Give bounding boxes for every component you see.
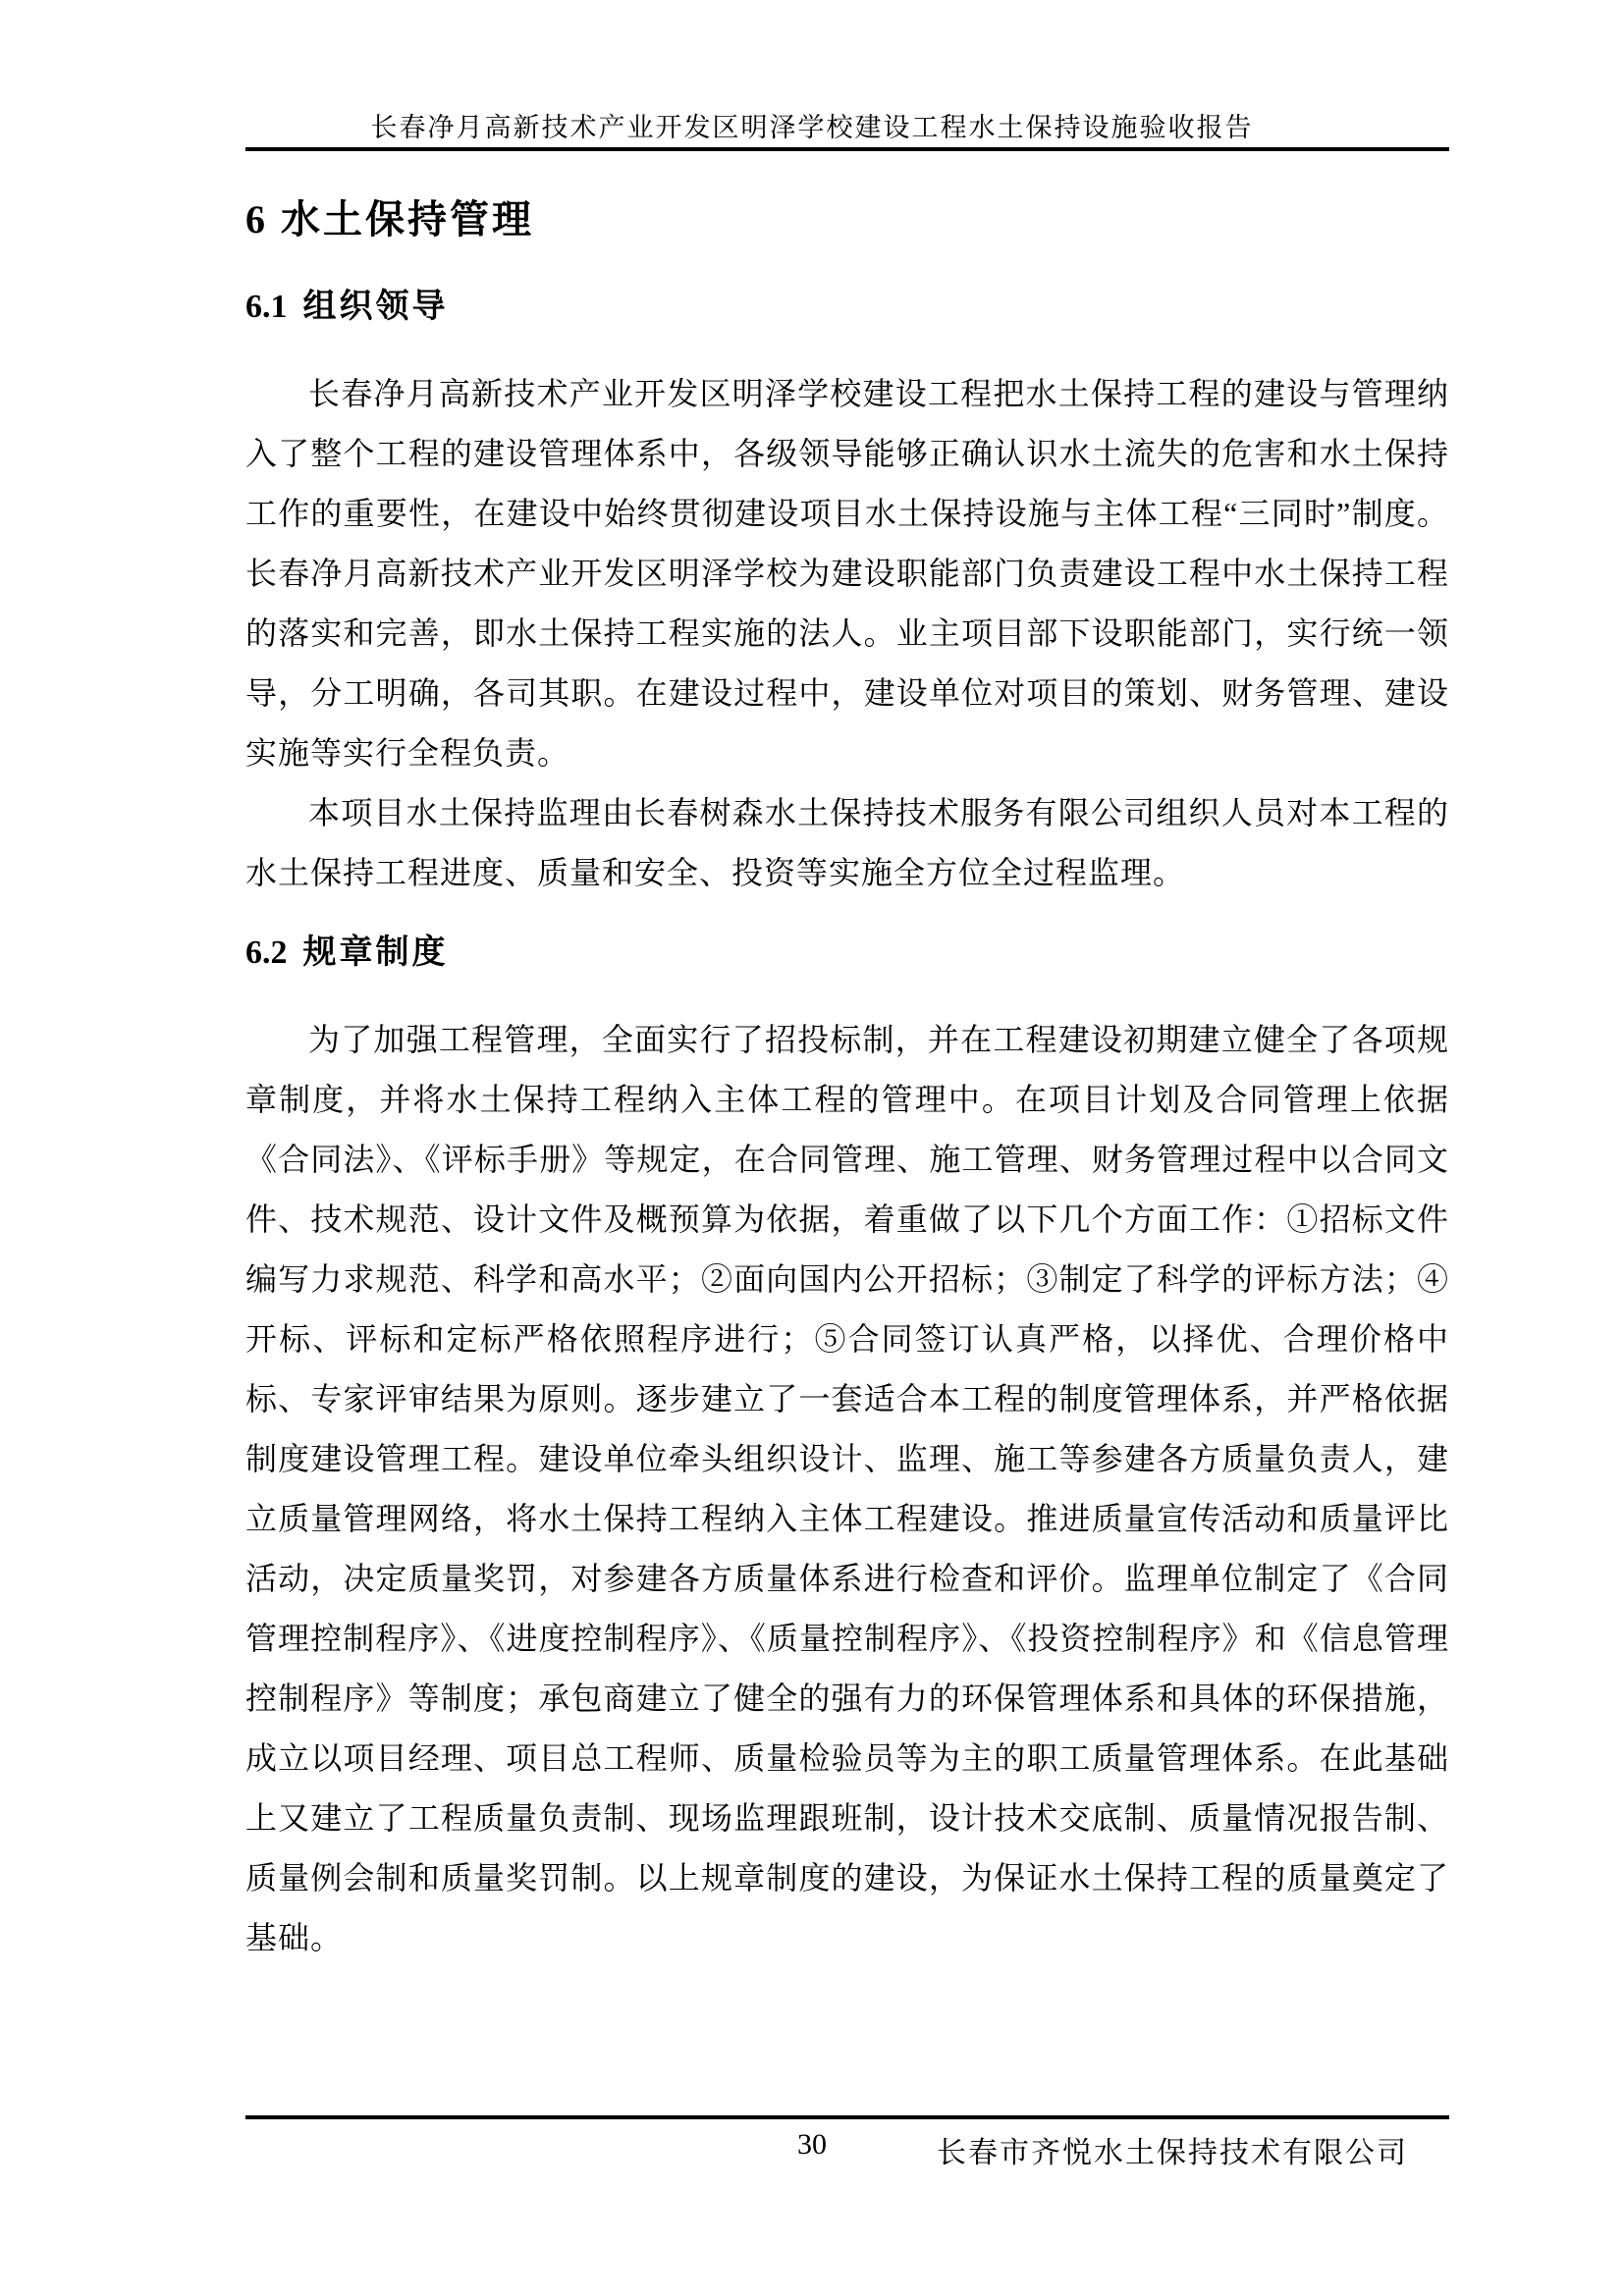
section-heading-6-1 — [245, 283, 1449, 331]
section-title: 组织领导 — [302, 288, 449, 325]
section-number: 6.1 — [245, 289, 288, 325]
section-title: 规章制度 — [302, 934, 449, 971]
footer-rule — [245, 2115, 1449, 2119]
chapter-heading — [245, 192, 1449, 247]
section-number: 6.2 — [245, 934, 288, 971]
paragraph: 为了加强工程管理，全面实行了招投标制，并在工程建设初期建立健全了各项规章制度，并将水土保持工程纳入主体工程的管理中。在项目计划及合同管理上依据《合同法》、《评标手册》等规定，在合同管理、施工管理、财务管理过程中以合同文件、技术规范、设计文件及概预算为依据，着重做了以下几个方面工作：①招标文件编写力求规范、科学和高水平；②面向国内公开招标；③制定了科学的评标方法；④开标、评标和定标严格依照程序进行；⑤合同签订认真严格，以择优、合理价格中标、专家评审结果为原则。逐步建立了一套适合本工程的制度管理体系，并严格依据制度建设管理工程。建设单位牵头组织设计、监理、施工等参建各方质量负责人，建立质量管理网络，将水土保持工程纳入主体工程建设。推进质量宣传活动和质量评比活动，决定质量奖罚，对参建各方质量体系进行检查和评价。监理单位制定了《合同管理控制程序》、《进度控制程序》、《质量控制程序》、《投资控制程序》和《信息管理控制程序》等制度；承包商建立了健全的强有力的环保管理体系和具体的环保措施，成立以项目经理、项目总工程师、质量检验员等为主的职工质量管理体系。在此基础上又建立了工程质量负责制、现场监理跟班制，设计技术交底制、质量情况报告制、质量例会制和质量奖罚制。以上规章制度的建设，为保证水土保持工程的质量奠定了基础。 — [245, 1022, 1449, 1955]
header-rule — [245, 147, 1449, 151]
header-title: 长春净月高新技术产业开发区明泽学校建设工程水土保持设施验收报告 — [370, 113, 1254, 142]
chapter-title: 水土保持管理 — [281, 198, 534, 241]
footer-page-number: 30 — [797, 2128, 827, 2161]
paragraph: 长春净月高新技术产业开发区明泽学校建设工程把水土保持工程的建设与管理纳入了整个工程的建设管理体系中，各级领导能够正确认识水土流失的危害和水土保持工作的重要性，在建设中始终贯彻建设项目水土保持设施与主体工程“三同时”制度。长春净月高新技术产业开发区明泽学校为建设职能部门负责建设工程中水土保持工程的落实和完善，即水土保持工程实施的法人。业主项目部下设职能部门，实行统一领导，分工明确，各司其职。在建设过程中，建设单位对项目的策划、财务管理、建设实施等实行全程负责。 — [245, 376, 1449, 771]
footer-company-name: 长春市齐悦水土保持技术有限公司 — [937, 2137, 1408, 2169]
section-heading-6-2 — [245, 929, 1449, 977]
paragraph: 本项目水土保持监理由长春树森水土保持技术服务有限公司组织人员对本工程的水土保持工程进度、质量和安全、投资等实施全方位全过程监理。 — [245, 795, 1449, 890]
chapter-number: 6 — [245, 197, 265, 241]
document-content — [245, 192, 1449, 1968]
